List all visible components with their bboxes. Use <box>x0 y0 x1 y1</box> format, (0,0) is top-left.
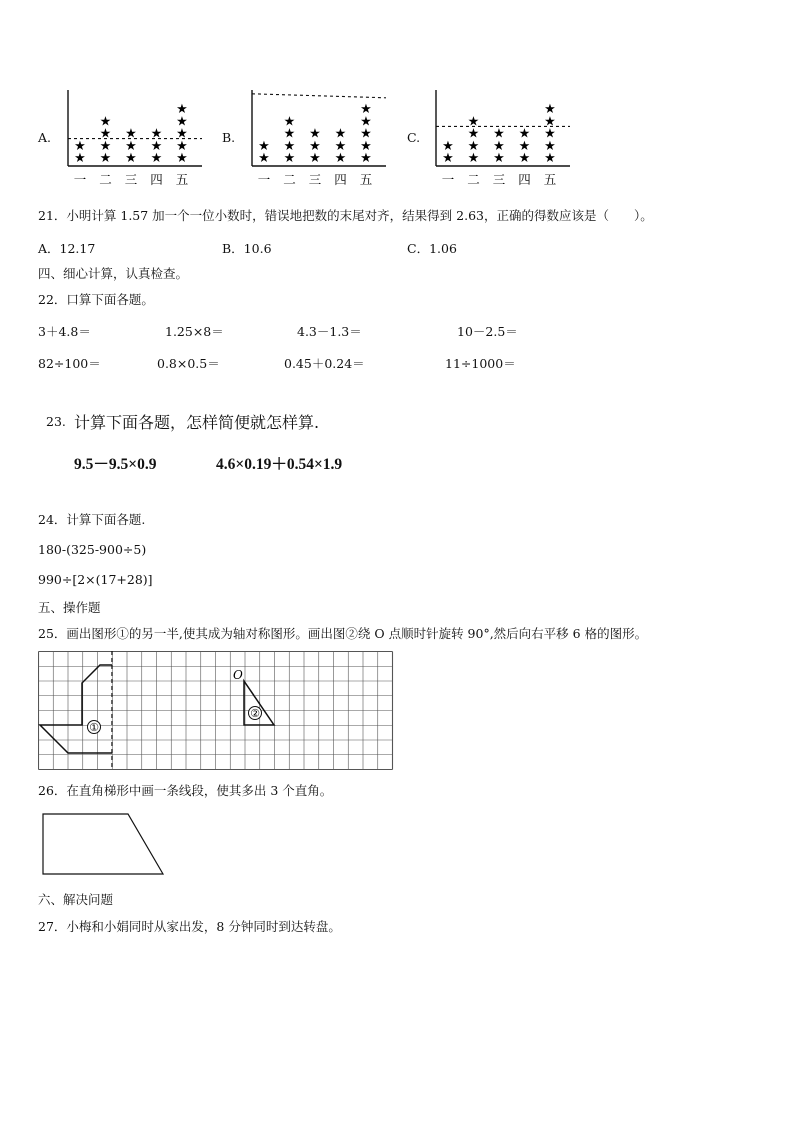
star-mark: ★ <box>442 151 454 166</box>
axis-tick-label: 三 <box>492 172 506 187</box>
star-mark: ★ <box>544 126 556 142</box>
option-c-star-chart <box>428 88 578 193</box>
star-mark: ★ <box>544 114 556 130</box>
axis-tick-label: 一 <box>441 172 455 187</box>
star-mark: ★ <box>283 114 296 130</box>
point-o-label: O <box>233 668 243 682</box>
star-mark: ★ <box>176 138 188 154</box>
axis-tick-label: 四 <box>150 172 163 187</box>
section-5-heading: 五、操作题 <box>38 600 101 615</box>
q22-item: 11÷1000＝ <box>445 356 516 371</box>
star-mark: ★ <box>467 138 480 154</box>
q23-number: 23. <box>46 414 66 429</box>
axis-tick-label: 三 <box>308 172 322 187</box>
star-mark: ★ <box>150 151 163 166</box>
axis-tick-label: 一 <box>73 172 87 187</box>
star-mark: ★ <box>309 126 321 142</box>
star-mark: ★ <box>518 126 531 142</box>
q22-item: 82÷100＝ <box>38 356 101 371</box>
star-mark: ★ <box>309 138 321 154</box>
star-mark: ★ <box>544 151 556 166</box>
q22-item: 3＋4.8＝ <box>38 324 91 339</box>
q22-item: 4.3－1.3＝ <box>297 324 362 339</box>
axis-tick-label: 一 <box>257 172 271 187</box>
star-mark: ★ <box>258 151 270 166</box>
option-a-letter: A. <box>38 130 52 145</box>
star-mark: ★ <box>309 151 321 166</box>
q27-text: 27．小梅和小娟同时从家出发，8 分钟同时到达转盘。 <box>38 919 341 934</box>
q24-expr-2: 990÷[2×(17+28)] <box>38 572 153 587</box>
q21-text: 21．小明计算 1.57 加一个一位小数时，错误地把数的末尾对齐，结果得到 2.63，正确的得数应该是（ ）。 <box>38 208 653 223</box>
q23-title: 计算下面各题，怎样简便就怎样算. <box>74 413 320 432</box>
axis-tick-label: 二 <box>99 172 112 187</box>
star-mark: ★ <box>518 151 531 166</box>
star-mark: ★ <box>544 138 556 154</box>
q22-item: 0.45＋0.24＝ <box>284 356 365 371</box>
star-mark: ★ <box>360 114 372 130</box>
q24-title: 24．计算下面各题. <box>38 512 146 527</box>
q23-expr-1: 9.5－9.5×0.9 <box>74 456 157 473</box>
star-mark: ★ <box>544 102 556 118</box>
star-mark: ★ <box>99 114 112 130</box>
q21-option-c: C．1.06 <box>407 241 457 256</box>
star-mark: ★ <box>467 114 480 130</box>
star-mark: ★ <box>283 138 296 154</box>
section-6-heading: 六、解决问题 <box>38 892 114 907</box>
axis-tick-label: 二 <box>283 172 296 187</box>
option-c-letter: C. <box>407 130 421 145</box>
star-mark: ★ <box>150 138 163 154</box>
q25-grid-figure <box>38 651 394 771</box>
right-trapezoid <box>40 812 168 878</box>
star-mark: ★ <box>467 151 480 166</box>
star-mark: ★ <box>74 151 86 166</box>
star-mark: ★ <box>334 151 347 166</box>
q21-option-a: A．12.17 <box>38 241 96 256</box>
axis-tick-label: 三 <box>124 172 138 187</box>
average-dashed-line <box>252 94 386 98</box>
star-mark: ★ <box>99 151 112 166</box>
star-mark: ★ <box>258 138 270 154</box>
star-mark: ★ <box>493 126 505 142</box>
q22-item: 1.25×8＝ <box>165 324 224 339</box>
star-mark: ★ <box>360 138 372 154</box>
star-mark: ★ <box>125 151 137 166</box>
q23-expr-2: 4.6×0.19＋0.54×1.9 <box>216 456 343 473</box>
star-mark: ★ <box>493 151 505 166</box>
star-mark: ★ <box>176 151 188 166</box>
option-b-letter: B. <box>222 130 236 145</box>
star-mark: ★ <box>176 114 188 130</box>
star-mark: ★ <box>99 126 112 142</box>
star-mark: ★ <box>99 138 112 154</box>
q24-expr-1: 180-(325-900÷5) <box>38 542 147 557</box>
axis-tick-label: 五 <box>359 172 373 187</box>
q25-text: 25．画出图形①的另一半,使其成为轴对称图形。画出图②绕 O 点顺时针旋转 90°,然后向右平移 6 格的图形。 <box>38 626 648 641</box>
axis-tick-label: 五 <box>175 172 189 187</box>
star-mark: ★ <box>125 126 137 142</box>
star-mark: ★ <box>176 126 188 142</box>
star-mark: ★ <box>467 126 480 142</box>
q22-item: 10－2.5＝ <box>457 324 518 339</box>
q21-option-b: B．10.6 <box>222 241 272 256</box>
shape-2-label: ② <box>250 707 260 720</box>
axis-tick-label: 二 <box>467 172 480 187</box>
star-mark: ★ <box>334 126 347 142</box>
q26-text: 26．在直角梯形中画一条线段，使其多出 3 个直角。 <box>38 783 333 798</box>
option-b-star-chart <box>244 88 394 193</box>
star-mark: ★ <box>150 126 163 142</box>
star-mark: ★ <box>442 138 454 154</box>
star-mark: ★ <box>74 138 86 154</box>
star-mark: ★ <box>125 138 137 154</box>
axis-tick-label: 四 <box>518 172 531 187</box>
star-mark: ★ <box>360 126 372 142</box>
axis-tick-label: 五 <box>543 172 557 187</box>
star-mark: ★ <box>360 102 372 118</box>
star-mark: ★ <box>334 138 347 154</box>
star-mark: ★ <box>176 102 188 118</box>
star-mark: ★ <box>283 126 296 142</box>
q22-title: 22．口算下面各题。 <box>38 292 154 307</box>
q22-item: 0.8×0.5＝ <box>157 356 220 371</box>
star-mark: ★ <box>493 138 505 154</box>
star-mark: ★ <box>360 151 372 166</box>
shape-1-label: ① <box>89 721 99 734</box>
star-mark: ★ <box>283 151 296 166</box>
section-4-heading: 四、细心计算，认真检查。 <box>38 266 189 281</box>
axis-tick-label: 四 <box>334 172 347 187</box>
grid-lines <box>39 652 393 770</box>
star-mark: ★ <box>518 138 531 154</box>
option-a-star-chart <box>60 88 210 193</box>
